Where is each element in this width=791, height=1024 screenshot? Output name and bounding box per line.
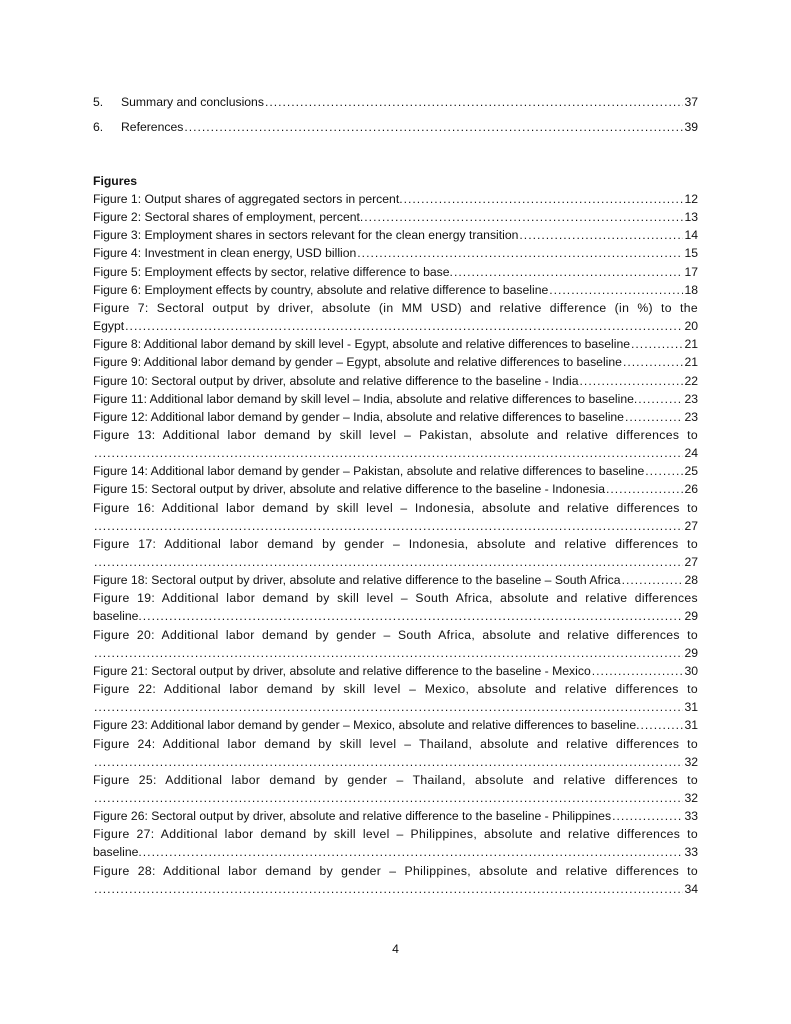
dot-leader [125, 317, 683, 335]
figure-title-continued [93, 789, 698, 807]
page-ref: 12 [684, 192, 698, 206]
dot-leader [404, 190, 684, 208]
dot-leader [94, 644, 683, 662]
figure-title: Figure 28: Additional labor demand by gender – Philippines, absolute and relative differences to [93, 863, 698, 878]
dot-leader [612, 807, 683, 825]
dot-leader [94, 444, 683, 462]
figure-title: Figure 26: Sectoral output by driver, absolute and relative difference to the baseline - Philippines [93, 809, 612, 824]
figure-title-tail: baseline. [93, 609, 142, 624]
dot-leader [357, 244, 683, 262]
figure-title-continued [93, 607, 698, 625]
figure-title: Figure 20: Additional labor demand by gender – South Africa, absolute and relative differences to [93, 627, 698, 642]
page-ref: 21 [684, 337, 698, 352]
dot-leader [631, 335, 683, 353]
dot-leader [143, 607, 684, 625]
page-ref: 25 [684, 464, 698, 479]
page-ref: 13 [684, 210, 698, 225]
dot-leader [641, 716, 684, 734]
figure-title: Figure 25: Additional labor demand by gender – Thailand, absolute and relative differences to [93, 772, 698, 787]
figure-title-continued [93, 843, 698, 861]
dot-leader [364, 208, 683, 226]
dot-leader [143, 843, 684, 861]
figure-title: Figure 18: Sectoral output by driver, absolute and relative difference to the baseline – South Africa [93, 573, 621, 588]
figure-title: Figure 7: Sectoral output by driver, absolute (in MM USD) and relative difference (in %) to the [93, 300, 698, 315]
page-ref: 32 [684, 754, 698, 769]
page-ref: 20 [684, 319, 698, 334]
page-ref: 32 [684, 790, 698, 805]
figure-title-continued [93, 317, 698, 335]
figure-title: Figure 17: Additional labor demand by gender – Indonesia, absolute and relative differences to [93, 536, 698, 551]
figure-title: Figure 1: Output shares of aggregated sectors in percent. [93, 192, 403, 206]
page-ref: 21 [684, 355, 698, 370]
figure-title: Figure 6: Employment effects by country, absolute and relative difference to baseline [93, 282, 549, 297]
figure-title: Figure 27: Additional labor demand by skill level – Philippines, absolute and relative differences to [93, 827, 698, 842]
page-ref: 18 [684, 282, 698, 297]
figure-title: Figure 16: Additional labor demand by skill level – Indonesia, absolute and relative differences to [93, 500, 698, 515]
dot-leader [549, 281, 683, 299]
page-ref: 27 [684, 555, 698, 569]
page-ref: 27 [684, 518, 698, 533]
figure-title: Figure 24: Additional labor demand by skill level – Thailand, absolute and relative differences to [93, 736, 698, 751]
figure-title: Figure 12: Additional labor demand by gender – India, absolute and relative differences to baseline [93, 409, 624, 424]
page-ref: 39 [684, 120, 698, 134]
dot-leader [265, 93, 684, 111]
dot-leader [94, 553, 683, 571]
page-ref: 14 [684, 228, 698, 243]
section-number: 6. [93, 120, 104, 134]
figure-title: Figure 13: Additional labor demand by skill level – Pakistan, absolute and relative differences to [93, 427, 698, 442]
dot-leader [519, 226, 683, 244]
figure-title: Figure 4: Investment in clean energy, USD billion [93, 246, 357, 261]
dot-leader [94, 880, 683, 898]
dot-leader [94, 698, 683, 716]
dot-leader [606, 480, 683, 498]
figure-title: Figure 19: Additional labor demand by skill level – South Africa, absolute and relative differences [93, 591, 698, 606]
page-ref: 26 [684, 482, 698, 497]
figure-title-continued [93, 444, 698, 462]
figure-title: Figure 21: Sectoral output by driver, absolute and relative difference to the baseline - Mexico [93, 663, 591, 678]
page-ref: 29 [684, 609, 698, 624]
figure-title: Figure 8: Additional labor demand by skill level - Egypt, absolute and relative differences to baseline [93, 337, 631, 352]
figure-title-tail: baseline. [93, 845, 142, 860]
section-title: Summary and conclusions [121, 95, 264, 109]
page-ref: 34 [684, 881, 698, 896]
section-title: References [121, 120, 184, 134]
dot-leader [592, 662, 684, 680]
page-ref: 33 [684, 845, 698, 860]
dot-leader [454, 263, 683, 281]
figure-title: Figure 2: Sectoral shares of employment, percent. [93, 210, 364, 225]
section-number: 5. [93, 95, 104, 109]
page-ref: 29 [684, 645, 698, 660]
page-ref: 31 [684, 700, 698, 715]
figure-title-continued [93, 517, 698, 535]
page-ref: 31 [684, 718, 698, 733]
figure-title: Figure 22: Additional labor demand by skill level – Mexico, absolute and relative differences to [93, 682, 698, 697]
dot-leader [638, 390, 683, 408]
dot-leader [625, 408, 683, 426]
dot-leader [580, 372, 684, 390]
dot-leader [645, 462, 683, 480]
figure-title: Figure 14: Additional labor demand by gender – Pakistan, absolute and relative differences to baseline [93, 464, 645, 479]
page-ref: 28 [684, 573, 698, 588]
page-number: 4 [392, 942, 399, 956]
page-ref: 37 [684, 95, 698, 109]
page-ref: 15 [684, 246, 698, 261]
page-ref: 23 [684, 391, 698, 406]
toc-entry-references[interactable] [93, 118, 698, 136]
figures-heading: Figures [93, 174, 138, 188]
page-ref: 24 [684, 446, 698, 461]
figure-title-continued [93, 553, 698, 571]
dot-leader [622, 571, 684, 589]
figure-title: Figure 9: Additional labor demand by gender – Egypt, absolute and relative differences to baseline [93, 355, 622, 370]
figure-title: Figure 5: Employment effects by sector, relative difference to base. [93, 264, 453, 279]
figure-title-continued [93, 753, 698, 771]
page-ref: 30 [684, 663, 698, 678]
toc-entry-summary[interactable] [93, 93, 698, 111]
figure-title-continued [93, 698, 698, 716]
figure-title-tail: Egypt [93, 319, 125, 334]
dot-leader [94, 789, 683, 807]
dot-leader [94, 753, 683, 771]
figure-title: Figure 23: Additional labor demand by gender – Mexico, absolute and relative differences to baseline. [93, 718, 640, 733]
figure-title: Figure 3: Employment shares in sectors relevant for the clean energy transition [93, 228, 519, 243]
dot-leader [94, 517, 683, 535]
dot-leader [623, 353, 684, 371]
page-ref: 22 [684, 373, 698, 388]
figure-title: Figure 10: Sectoral output by driver, absolute and relative difference to the baseline - India [93, 373, 579, 388]
figure-title: Figure 15: Sectoral output by driver, absolute and relative difference to the baseline - Indonesia [93, 482, 605, 497]
page-ref: 17 [684, 264, 698, 279]
page-ref: 33 [684, 809, 698, 824]
figure-title-continued [93, 644, 698, 662]
dot-leader [184, 118, 683, 136]
page-ref: 23 [684, 409, 698, 424]
figure-title: Figure 11: Additional labor demand by skill level – India, absolute and relative differences to baseline. [93, 391, 638, 406]
figure-title-continued [93, 880, 698, 898]
